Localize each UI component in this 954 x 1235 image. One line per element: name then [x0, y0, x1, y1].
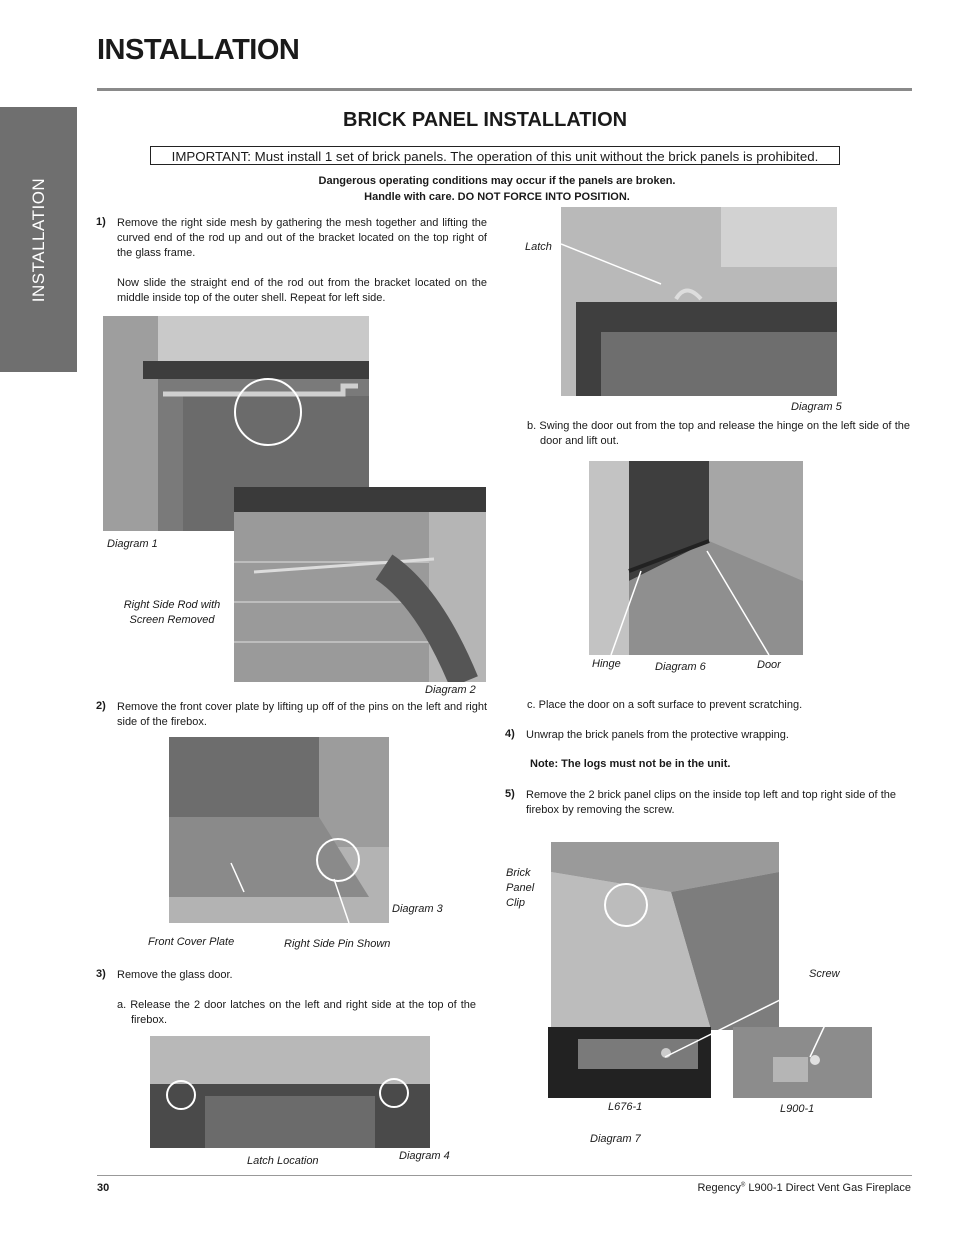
step-2-text: Remove the front cover plate by lifting up off of the pins on the left and right side of the firebox. — [117, 701, 487, 728]
diagram-1-subcaption — [112, 598, 232, 628]
diagram-7-screw-label: Screw — [809, 968, 840, 980]
title-rule — [97, 88, 912, 91]
step-5-number: 5) — [505, 788, 515, 800]
step-4-text: Unwrap the brick panels from the protective wrapping. — [526, 729, 789, 741]
step-3-number: 3) — [96, 968, 106, 980]
diagram-6-caption: Diagram 6 — [655, 661, 706, 673]
footer-brand — [697, 1182, 911, 1194]
diagram-1-subcaption-line-1: Right Side Rod with — [123, 599, 221, 611]
warning-text — [200, 173, 794, 205]
diagram-2-caption: Diagram 2 — [425, 684, 476, 696]
diagram-3-caption: Diagram 3 — [392, 903, 443, 915]
diagram-3-photo — [169, 737, 389, 923]
side-tab-label: INSTALLATION — [28, 177, 48, 302]
footer-brand-name: Regency — [697, 1182, 741, 1194]
important-notice: IMPORTANT: Must install 1 set of brick panels. The operation of this unit without the brick panels is prohibited. — [150, 146, 840, 165]
diagram-7-caption: Diagram 7 — [590, 1133, 641, 1145]
diagram-3-front-label: Front Cover Plate — [148, 936, 235, 948]
diagram-5-photo — [561, 207, 837, 396]
diagram-6-photo — [589, 461, 803, 655]
step-1-number: 1) — [96, 216, 106, 228]
step-3-text: Remove the glass door. — [117, 969, 233, 981]
step-4-note: Note: The logs must not be in the unit. — [530, 758, 731, 770]
diagram-1-caption: Diagram 1 — [107, 538, 158, 550]
diagram-4-photo — [150, 1036, 430, 1148]
diagram-6-door-label: Door — [757, 659, 781, 671]
step-3c-text: c. Place the door on a soft surface to prevent scratching. — [527, 699, 803, 711]
diagram-3-pin-label: Right Side Pin Shown — [284, 938, 391, 950]
warning-line-2: Handle with care. DO NOT FORCE INTO POSITION. — [364, 191, 630, 203]
step-2-number: 2) — [96, 700, 106, 712]
diagram-2-photo — [234, 487, 486, 682]
step-3a-text: a. Release the 2 door latches on the left and right side at the top of the firebox. — [117, 999, 476, 1026]
warning-line-1: Dangerous operating conditions may occur if the panels are broken. — [318, 175, 676, 187]
step-1-text-b: Now slide the straight end of the rod out from the bracket located on the middle inside top of the outer shell. Repeat for left side. — [117, 277, 487, 304]
page-number: 30 — [97, 1182, 110, 1194]
step-3b-text: b. Swing the door out from the top and release the hinge on the left side of the door and lift out. — [527, 420, 910, 447]
diagram-7-l676-label: L676-1 — [608, 1101, 643, 1113]
footer-model: L900-1 Direct Vent Gas Fireplace — [745, 1182, 911, 1194]
footer-rule — [97, 1175, 912, 1176]
diagram-4-caption: Diagram 4 — [399, 1150, 450, 1162]
diagram-7-clip-line-3: Clip — [506, 897, 525, 909]
side-tab — [0, 107, 77, 372]
diagram-7-l900-label: L900-1 — [780, 1103, 815, 1115]
diagram-4-latch-label: Latch Location — [247, 1155, 319, 1167]
diagram-7-clip-line-1: Brick — [506, 867, 531, 879]
step-5-text: Remove the 2 brick panel clips on the inside top left and top right side of the firebox by removing the screw. — [526, 789, 896, 816]
diagram-5-latch-label: Latch — [525, 241, 552, 253]
diagram-7-clip-line-2: Panel — [506, 882, 535, 894]
page-title: INSTALLATION — [97, 34, 300, 66]
step-1-text-a: Remove the right side mesh by gathering the mesh together and lifting the curved end of the rod up and out of the bracket located on the top right of the glass frame. — [117, 217, 487, 259]
footer-brand-registered: ® — [740, 1182, 746, 1189]
diagram-7-clip-label — [506, 866, 534, 911]
diagram-6-hinge-label: Hinge — [592, 658, 621, 670]
diagram-7-screw-arrows — [640, 985, 860, 1065]
section-title: BRICK PANEL INSTALLATION — [343, 109, 628, 131]
step-4-number: 4) — [505, 728, 515, 740]
diagram-5-caption: Diagram 5 — [791, 401, 842, 413]
diagram-1-subcaption-line-2: Screen Removed — [129, 614, 215, 626]
